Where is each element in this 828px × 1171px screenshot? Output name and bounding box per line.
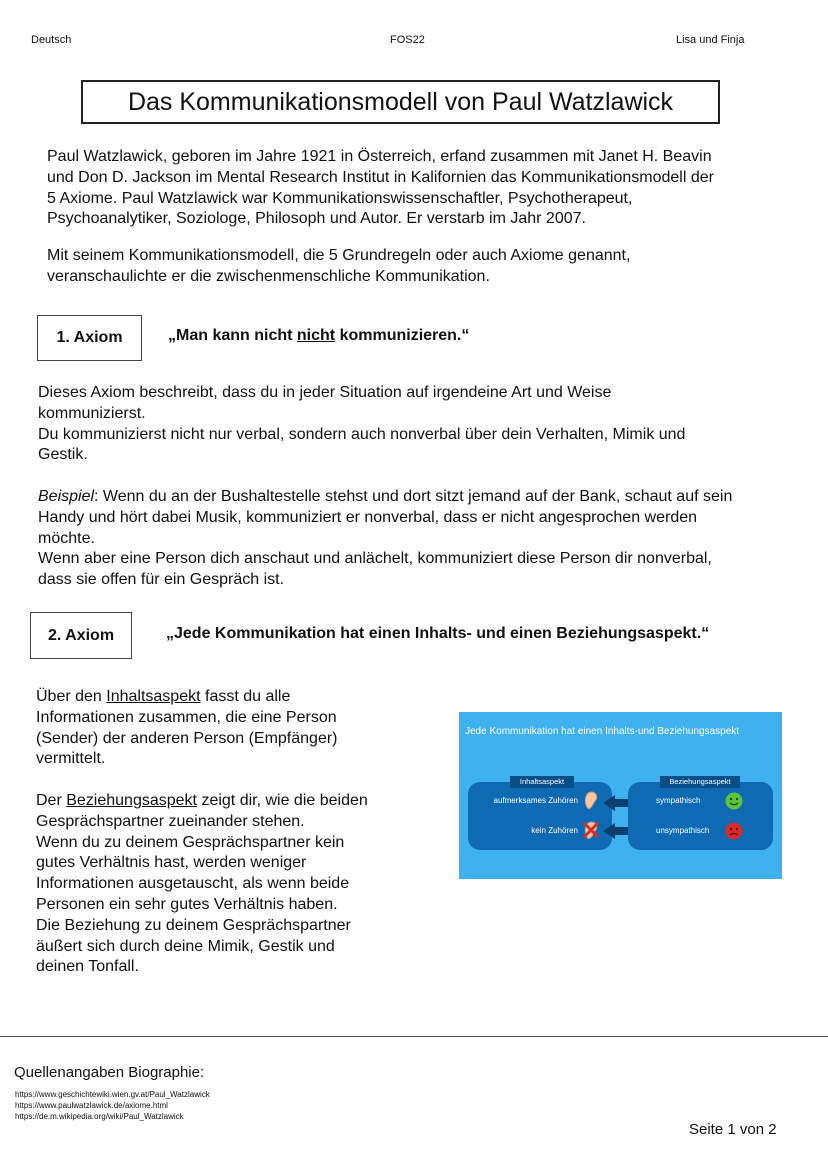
figure-title: Jede Kommunikation hat einen Inhalts-und Beziehungsaspekt xyxy=(465,726,740,737)
attentive-listening-label: aufmerksames Zuhören xyxy=(493,796,578,805)
header-subject: Deutsch xyxy=(31,34,72,46)
beziehungsaspekt-panel xyxy=(628,777,773,850)
source-link[interactable]: https://www.geschichtewiki.wien.gv.at/Paul_Watzlawick xyxy=(15,1090,210,1099)
no-listening-label: kein Zuhören xyxy=(531,826,578,835)
sources-list xyxy=(15,1089,210,1122)
sympathetic-label: sympathisch xyxy=(656,796,701,805)
sad-face-icon xyxy=(725,822,743,840)
axiom-1-description: Dieses Axiom beschreibt, dass du in jeder Situation auf irgendeine Art und Weise kommunizierst. Du kommunizierst nicht nur verbal, sondern auch nonverbal über dein Verhalten, Mimik und Gestik. xyxy=(38,384,686,464)
page-title: Das Kommunikationsmodell von Paul Watzlawick xyxy=(81,80,720,124)
axiom-1-example: Beispiel: Wenn du an der Bushaltestelle stehst und dort sitzt jemand auf der Bank, schaut auf sein Handy und hört dabei Musik, kommuniziert er nonverbal, dass er nicht angesprochen werden möchte. Wenn aber eine Person dich anschaut und anlächelt, kommuniziert diese Person dir nonverbal, dass sie offen für ein Gespräch ist. xyxy=(38,488,733,589)
source-link[interactable]: https://www.paulwatzlawick.de/axiome.html xyxy=(15,1101,168,1110)
axiom-1-quote: „Man kann nicht nicht kommunizieren.“ xyxy=(168,327,470,344)
header-class: FOS22 xyxy=(390,34,425,46)
source-link[interactable]: https://de.m.wikipedia.org/wiki/Paul_Watzlawick xyxy=(15,1112,184,1121)
axiom-2-label: 2. Axiom xyxy=(30,612,132,659)
header-authors: Lisa und Finja xyxy=(676,34,745,46)
footer-divider xyxy=(0,1036,828,1037)
axiom-2-quote: „Jede Kommunikation hat einen Inhalts- und einen Beziehungsaspekt.“ xyxy=(166,625,710,642)
happy-face-icon xyxy=(725,792,743,810)
sources-title: Quellenangaben Biographie: xyxy=(14,1064,205,1081)
axiom-2-inhalt-text: Über den Inhaltsaspekt fasst du alle Informationen zusammen, die eine Person (Sender) der anderen Person (Empfänger) vermittelt. xyxy=(36,688,338,768)
beziehungsaspekt-tag: Beziehungsaspekt xyxy=(660,776,740,788)
inhaltsaspekt-tag: Inhaltsaspekt xyxy=(510,776,574,788)
axiom-2-beziehung-text: Der Beziehungsaspekt zeigt dir, wie die beiden Gesprächspartner zueinander stehen. Wenn du zu deinem Gesprächspartner kein gutes Verhältnis hast, werden weniger Informationen ausgetauscht, als wenn beide Personen ein sehr gutes Verhältnis haben. Die Beziehung zu deinem Gesprächspartner äußert sich durch deine Mimik, Gestik und deinen Tonfall. xyxy=(36,792,368,976)
intro-paragraph-2: Mit seinem Kommunikationsmodell, die 5 Grundregeln oder auch Axiome genannt, veranschaulichte er die zwischenmenschliche Kommunikation. xyxy=(47,247,631,285)
inhaltsaspekt-panel xyxy=(468,777,612,850)
intro-paragraph-1: Paul Watzlawick, geboren im Jahre 1921 in Österreich, erfand zusammen mit Janet H. Beavin und Don D. Jackson im Mental Research Institut in Kalifornien das Kommunikationsmodell der 5 Axiome. Paul Watzlawick war Kommunikationswissenschaftler, Psychotherapeut, Psychoanalytiker, Soziologe, Philosoph und Autor. Er verstarb im Jahr 2007. xyxy=(47,148,714,228)
unsympathetic-label: unsympathisch xyxy=(656,826,710,835)
axiom-1-label: 1. Axiom xyxy=(37,315,142,361)
axiom-2-figure xyxy=(459,712,782,879)
page-number: Seite 1 von 2 xyxy=(689,1121,777,1138)
